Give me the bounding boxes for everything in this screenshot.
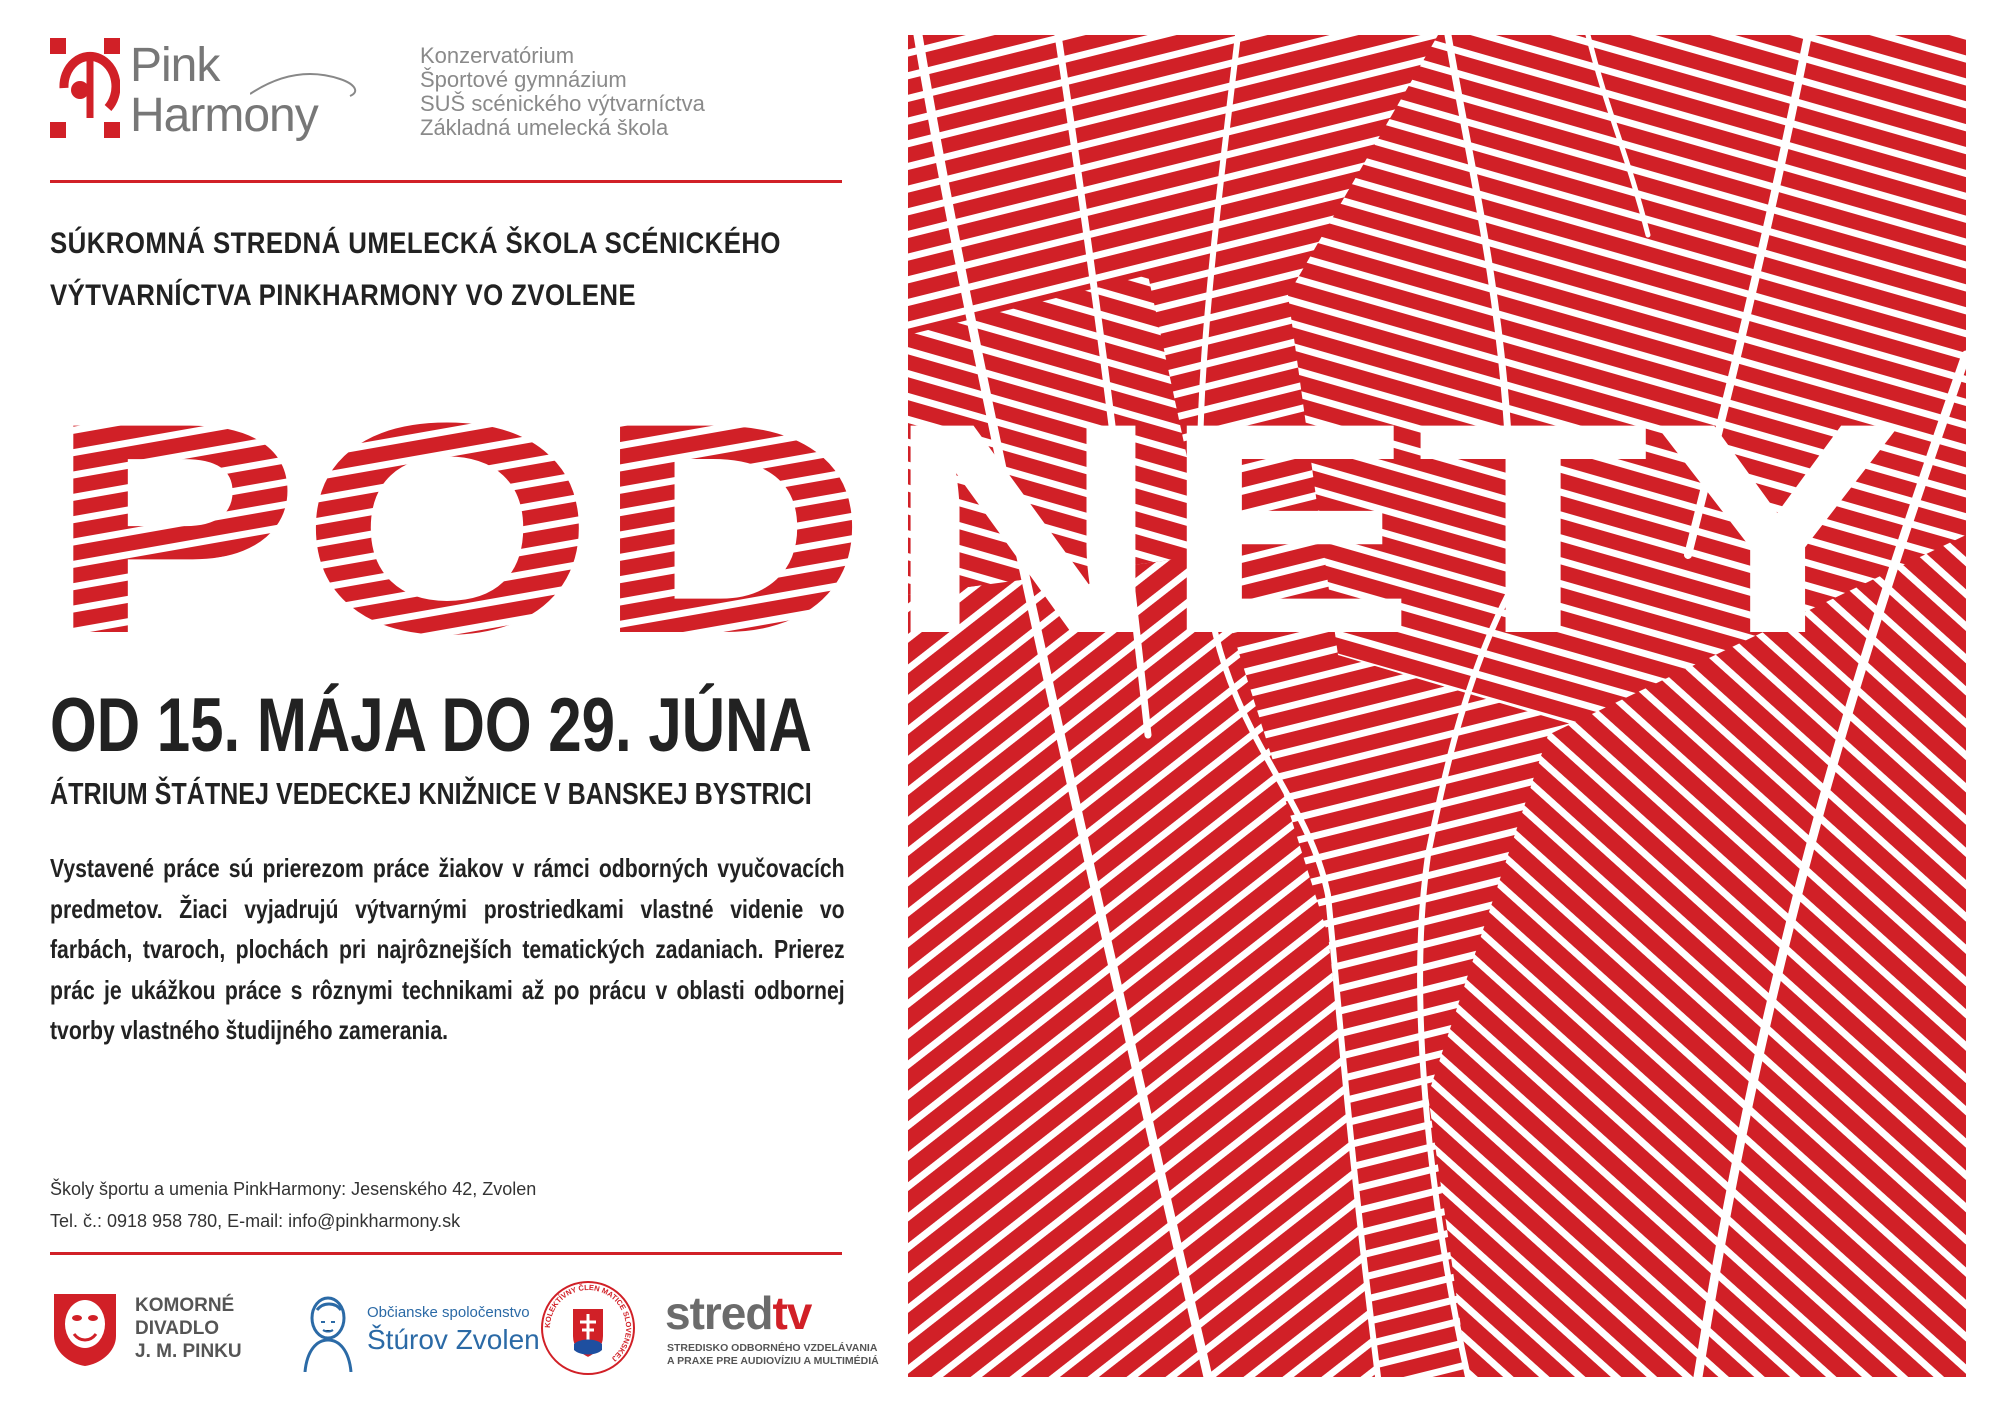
exhibition-title-part2: NETY — [885, 360, 1905, 696]
divider-bottom — [50, 1252, 842, 1255]
logo-word-harmony: Harmony — [130, 89, 318, 142]
exhibition-description: Vystavené práce sú prierezom práce žiakov v rámci odborných vyučovacích predmetov. Žiaci vyjadrujú výtvarnými prostriedkami vlastné videnie vo farbách, tvaroch, plochách pri najrôznejších tematických zadaniach. Prierez prác je ukážkou práce s rôznymi technikami až po prácu v oblasti odbornej tvorby vlastného študijného zamerania. — [50, 853, 845, 1045]
logo-mark-icon — [50, 38, 120, 138]
stredtv-logo — [665, 1287, 812, 1339]
theatre-name-line: KOMORNÉ — [135, 1295, 235, 1316]
society-name: Štúrov Zvolen — [367, 1324, 540, 1355]
school-name-line1: SÚKROMNÁ STREDNÁ UMELECKÁ ŠKOLA SCÉNICKÉHO — [50, 227, 781, 260]
contact-phone-email: Tel. č.: 0918 958 780, E-mail: info@pinkharmony.sk — [50, 1211, 461, 1231]
partner-sturov-zvolen — [295, 1288, 540, 1373]
stredtv-tagline-line: STREDISKO ODBORNÉHO VZDELÁVANIA — [667, 1342, 878, 1354]
school-item: Základná umelecká škola — [420, 115, 669, 140]
school-list — [420, 44, 705, 140]
portrait-sketch-icon — [295, 1288, 361, 1372]
stredtv-tagline-line: A PRAXE PRE AUDIOVÍZIU A MULTIMÉDIÁ — [667, 1355, 879, 1367]
society-label: Občianske spoločenstvo — [367, 1304, 530, 1321]
pinkharmony-logo — [50, 38, 380, 148]
theatre-name-line: J. M. PINKU — [135, 1341, 242, 1362]
exhibition-title-part1: POD — [48, 360, 868, 696]
exhibition-dates: OD 15. MÁJA DO 29. JÚNA — [50, 683, 812, 768]
school-item: SUŠ scénického výtvarníctva — [420, 91, 705, 116]
school-full-name — [50, 218, 781, 322]
partner-stredtv — [665, 1287, 879, 1375]
stredtv-logo-main: stred — [665, 1287, 773, 1339]
stredtv-logo-tv: tv — [772, 1287, 812, 1339]
contact-address: Školy športu a umenia PinkHarmony: Jesenského 42, Zvolen — [50, 1179, 537, 1199]
matica-emblem-icon — [538, 1278, 638, 1378]
exhibition-venue: ÁTRIUM ŠTÁTNEJ VEDECKEJ KNIŽNICE V BANSKEJ BYSTRICI — [50, 776, 812, 811]
svg-text:KOLEKTÍVNY ČLEN MATICE SLOVENS: KOLEKTÍVNY ČLEN MATICE SLOVENSKEJ — [542, 1282, 634, 1364]
school-item: Konzervatórium — [420, 43, 575, 68]
linocut-artwork — [908, 35, 1966, 1377]
theatre-name — [135, 1294, 242, 1363]
school-name-line2: VÝTVARNÍCTVA PINKHARMONY VO ZVOLENE — [50, 279, 637, 312]
partner-komorne-divadlo — [50, 1290, 280, 1370]
logo-word-pink: Pink — [130, 39, 220, 92]
divider-top — [50, 180, 842, 183]
theatre-name-line: DIVADLO — [135, 1318, 220, 1339]
stredtv-tagline — [667, 1342, 879, 1368]
school-item: Športové gymnázium — [420, 67, 627, 92]
contact-block — [50, 1173, 536, 1237]
partner-matica-slovenska — [538, 1278, 638, 1378]
theatre-mask-icon — [50, 1290, 120, 1368]
logo-swash-icon — [250, 64, 370, 104]
